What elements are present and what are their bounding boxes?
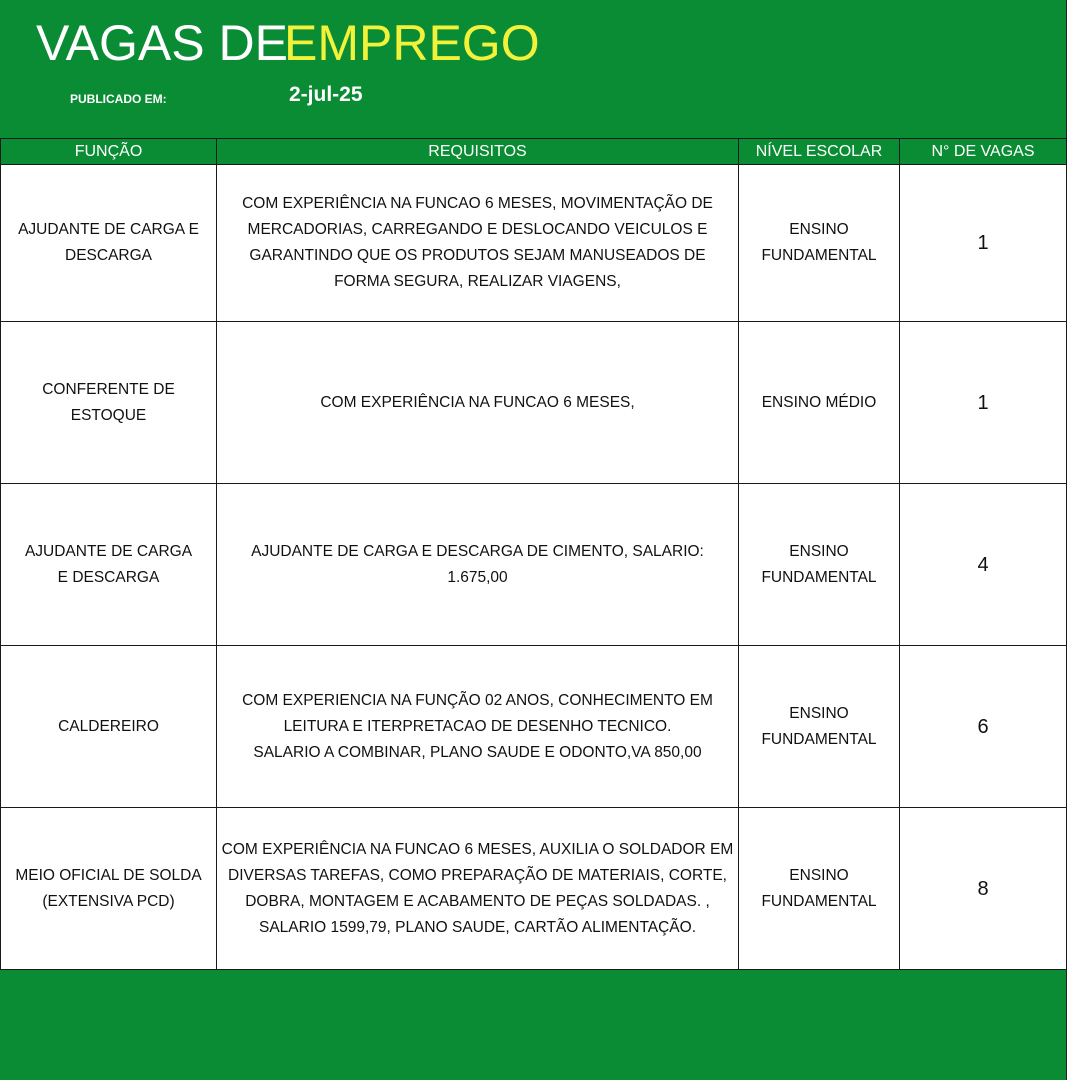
cell-vagas: 1 xyxy=(900,322,1067,484)
published-label: PUBLICADO EM: xyxy=(70,92,167,106)
cell-requisitos xyxy=(217,646,739,808)
column-header-nivel: NÍVEL ESCOLAR xyxy=(739,139,900,165)
table-row xyxy=(1,646,1067,808)
column-header-requisitos: REQUISITOS xyxy=(217,139,739,165)
cell-requisitos xyxy=(217,322,739,484)
cell-vagas: 4 xyxy=(900,484,1067,646)
requisitos-line: COM EXPERIÊNCIA NA FUNCAO 6 MESES, AUXILIA O SOLDADOR EM DIVERSAS TAREFAS, COMO PREPARAÇÃO DE MATERIAIS, CORTE, DOBRA, MONTAGEM E ACABAMENTO DE PEÇAS SOLDADAS. , SALARIO 1599,79, PLANO SAUDE, CARTÃO ALIMENTAÇÃO. xyxy=(221,840,734,936)
cell-nivel: ENSINO FUNDAMENTAL xyxy=(739,808,900,970)
cell-funcao: CALDEREIRO xyxy=(1,646,217,808)
cell-funcao: AJUDANTE DE CARGA E DESCARGA xyxy=(1,165,217,322)
cell-requisitos xyxy=(217,484,739,646)
cell-vagas: 1 xyxy=(900,165,1067,322)
cell-vagas: 8 xyxy=(900,808,1067,970)
published-date: 2-jul-25 xyxy=(289,83,363,106)
jobs-table xyxy=(0,138,1067,970)
table-header-row xyxy=(1,139,1067,165)
table-row xyxy=(1,808,1067,970)
cell-requisitos xyxy=(217,165,739,322)
cell-funcao: CONFERENTE DE ESTOQUE xyxy=(1,322,217,484)
cell-nivel: ENSINO MÉDIO xyxy=(739,322,900,484)
cell-requisitos xyxy=(217,808,739,970)
cell-funcao: MEIO OFICIAL DE SOLDA (EXTENSIVA PCD) xyxy=(1,808,217,970)
title-part-yellow: EMPREGO xyxy=(284,15,540,71)
column-header-vagas: N° DE VAGAS xyxy=(900,139,1067,165)
table-row xyxy=(1,484,1067,646)
requisitos-line: COM EXPERIENCIA NA FUNÇÃO 02 ANOS, CONHECIMENTO EM LEITURA E ITERPRETACAO DE DESENHO TECNICO. xyxy=(242,691,713,735)
cell-nivel: ENSINO FUNDAMENTAL xyxy=(739,484,900,646)
table-row xyxy=(1,322,1067,484)
cell-funcao: AJUDANTE DE CARGA E DESCARGA xyxy=(1,484,217,646)
cell-vagas: 6 xyxy=(900,646,1067,808)
title-part-white: VAGAS DE xyxy=(36,15,288,71)
requisitos-line: COM EXPERIÊNCIA NA FUNCAO 6 MESES, MOVIMENTAÇÃO DE MERCADORIAS, CARREGANDO E DESLOCANDO VEICULOS E GARANTINDO QUE OS PRODUTOS SEJAM MANUSEADOS DE FORMA SEGURA, REALIZAR VIAGENS, xyxy=(242,195,713,290)
requisitos-line: COM EXPERIÊNCIA NA FUNCAO 6 MESES, xyxy=(320,393,635,411)
cell-nivel: ENSINO FUNDAMENTAL xyxy=(739,646,900,808)
table-row xyxy=(1,165,1067,322)
column-header-funcao: FUNÇÃO xyxy=(1,139,217,165)
requisitos-line: SALARIO A COMBINAR, PLANO SAUDE E ODONTO,VA 850,00 xyxy=(253,743,702,761)
requisitos-line: AJUDANTE DE CARGA E DESCARGA DE CIMENTO, SALARIO: 1.675,00 xyxy=(251,542,704,586)
cell-nivel: ENSINO FUNDAMENTAL xyxy=(739,165,900,322)
